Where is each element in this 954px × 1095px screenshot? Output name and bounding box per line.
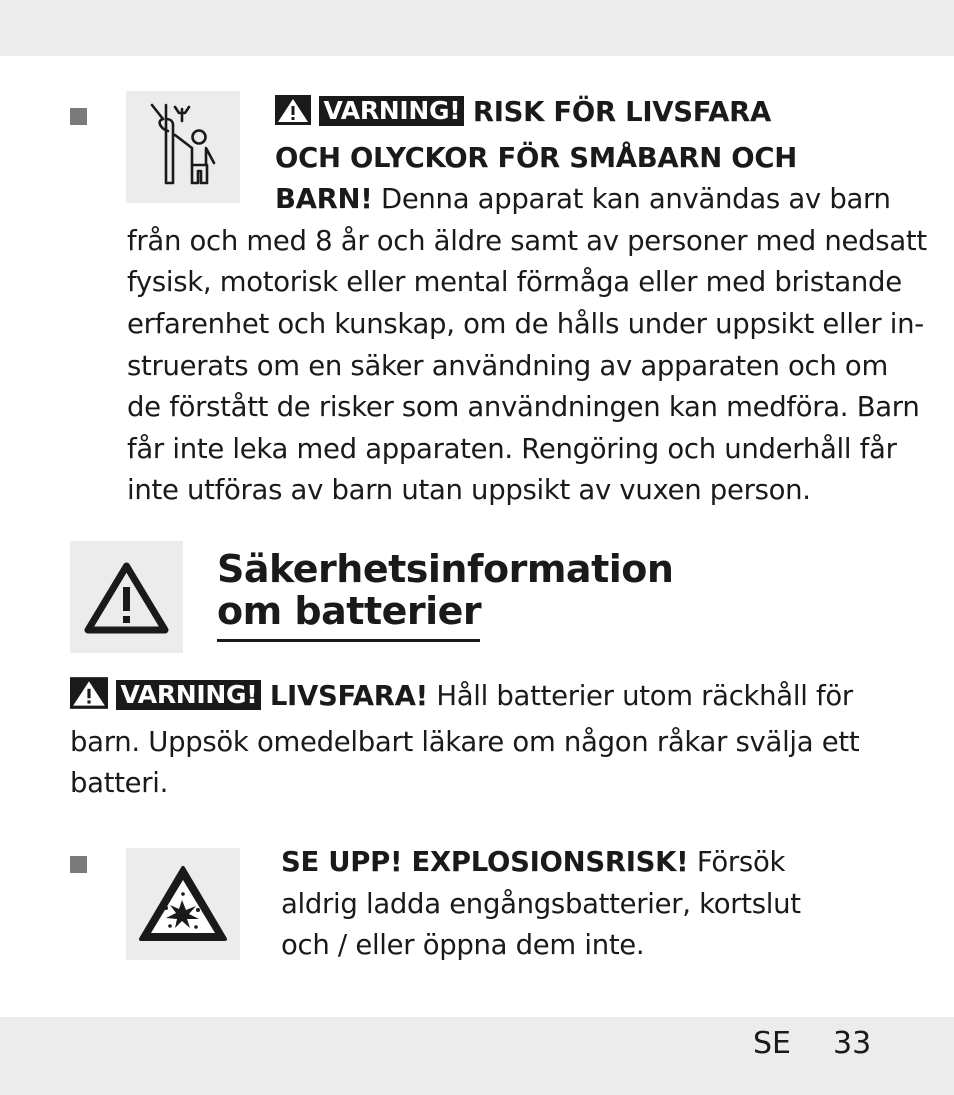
- heading-line: om batterier: [217, 589, 482, 633]
- body-text-line: barn. Uppsök omedelbart läkare om någon råkar svälja ett: [70, 725, 860, 758]
- warning-label: SE UPP! EXPLOSIONSRISK!: [281, 846, 689, 878]
- warning-heading-line: BARN!: [275, 183, 373, 216]
- body-text-line: och / eller öppna dem inte.: [281, 929, 645, 962]
- bullet-marker: [70, 108, 87, 125]
- body-text-line: får inte leka med apparaten. Rengöring och underhåll får: [127, 432, 897, 465]
- warning-heading-line: OCH OLYCKOR FÖR SMÅBARN OCH: [275, 141, 797, 174]
- body-text-line: från och med 8 år och äldre samt av personer med nedsatt: [127, 224, 927, 257]
- section-battery-warning: [70, 676, 930, 805]
- bullet-marker: [70, 856, 87, 873]
- heading-underline: [217, 639, 480, 642]
- footer-language: SE: [753, 1026, 791, 1061]
- section-heading: [217, 548, 673, 632]
- explosion-hazard-icon: [126, 848, 240, 960]
- body-text-line: Håll batterier utom räckhåll för: [436, 680, 853, 712]
- heading-line: Säkerhetsinformation: [217, 547, 674, 591]
- section-explosion-warning: [281, 842, 921, 967]
- body-text-line: de förstått de risker som användningen kan medföra. Barn: [127, 391, 920, 424]
- body-text-line: Försök: [696, 846, 786, 878]
- top-band: [0, 0, 954, 56]
- warning-label: LIVSFARA!: [269, 680, 428, 712]
- body-text-line: batteri.: [70, 767, 169, 800]
- body-text-line: struerats om en säker användning av apparaten och om: [127, 349, 888, 382]
- footer-band: [0, 1017, 954, 1095]
- section-child-warning: [127, 92, 927, 512]
- warning-triangle-icon: [275, 95, 311, 138]
- body-text-line: Denna apparat kan användas av barn: [380, 183, 891, 216]
- warning-heading-line: RISK FÖR LIVSFARA: [472, 96, 771, 128]
- page-number: 33: [833, 1026, 872, 1061]
- warning-triangle-icon: [70, 677, 108, 722]
- body-text-line: aldrig ladda engångsbatterier, kortslut: [281, 887, 801, 920]
- body-text-line: erfarenhet och kunskap, om de hålls under uppsikt eller in-: [127, 307, 924, 340]
- warning-badge: VARNING!: [319, 96, 464, 126]
- body-text-line: fysisk, motorisk eller mental förmåga eller med bristande: [127, 266, 902, 299]
- warning-triangle-icon: [70, 541, 183, 653]
- warning-badge: VARNING!: [116, 680, 261, 710]
- body-text-line: inte utföras av barn utan uppsikt av vuxen person.: [127, 474, 811, 507]
